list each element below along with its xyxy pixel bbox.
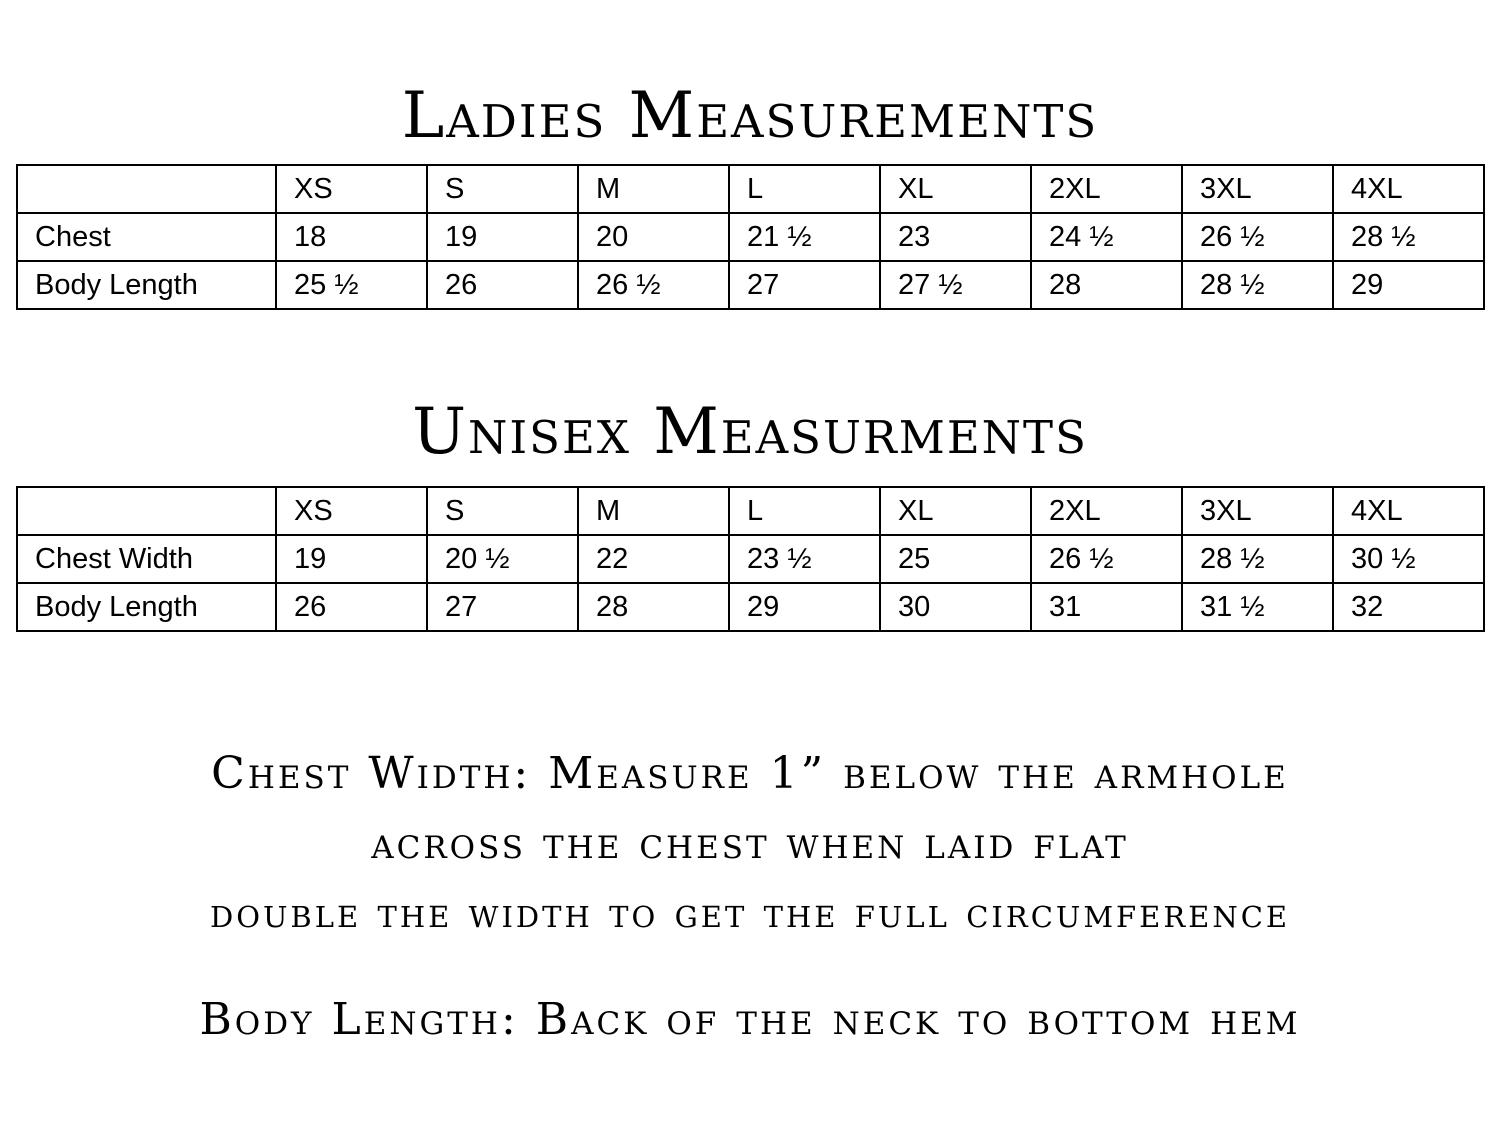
table-cell: 23 ½: [729, 535, 880, 583]
table-cell: 28: [1031, 261, 1182, 309]
row-label: Body Length: [17, 583, 276, 631]
header-cell: XS: [276, 165, 427, 213]
table-cell: 20 ½: [427, 535, 578, 583]
table-cell: 27 ½: [880, 261, 1031, 309]
ladies-measurements-title: Ladies Measurements: [401, 79, 1099, 153]
header-cell: 4XL: [1333, 487, 1484, 535]
table-row: [17, 583, 1484, 631]
header-cell: L: [729, 165, 880, 213]
row-label: Body Length: [17, 261, 276, 309]
table-header-row: [17, 165, 1484, 213]
table-cell: 28: [578, 583, 729, 631]
table-cell: 26 ½: [578, 261, 729, 309]
header-cell: 3XL: [1182, 165, 1333, 213]
table-header-row: [17, 487, 1484, 535]
table-cell: 25: [880, 535, 1031, 583]
table-cell: 28 ½: [1182, 261, 1333, 309]
unisex-size-table: [16, 486, 1485, 632]
table-cell: 19: [276, 535, 427, 583]
table-cell: 31: [1031, 583, 1182, 631]
header-cell: 4XL: [1333, 165, 1484, 213]
table-cell: 30: [880, 583, 1031, 631]
table-cell: 29: [729, 583, 880, 631]
table-cell: 25 ½: [276, 261, 427, 309]
table-cell: 26 ½: [1182, 213, 1333, 261]
table-row: [17, 535, 1484, 583]
header-cell: M: [578, 165, 729, 213]
header-cell: L: [729, 487, 880, 535]
header-cell: 2XL: [1031, 165, 1182, 213]
table-cell: 27: [729, 261, 880, 309]
table-cell: 27: [427, 583, 578, 631]
body-length-note: Body Length: Back of the neck to bottom hem: [199, 994, 1301, 1045]
table-cell: 30 ½: [1333, 535, 1484, 583]
table-cell: 18: [276, 213, 427, 261]
table-cell: 20: [578, 213, 729, 261]
table-cell: 28 ½: [1182, 535, 1333, 583]
table-cell: 26 ½: [1031, 535, 1182, 583]
header-cell: 3XL: [1182, 487, 1333, 535]
table-cell: 24 ½: [1031, 213, 1182, 261]
table-cell: 31 ½: [1182, 583, 1333, 631]
header-cell: XL: [880, 165, 1031, 213]
unisex-measurements-title: Unisex Measurments: [412, 395, 1088, 469]
chest-width-note: Chest Width: Measure 1” below the armhole: [211, 748, 1289, 799]
header-cell: [17, 487, 276, 535]
table-cell: 26: [276, 583, 427, 631]
table-row: [17, 213, 1484, 261]
table-cell: 21 ½: [729, 213, 880, 261]
table-row: [17, 261, 1484, 309]
row-label: Chest Width: [17, 535, 276, 583]
header-cell: S: [427, 165, 578, 213]
header-cell: XS: [276, 487, 427, 535]
header-cell: S: [427, 487, 578, 535]
chest-width-note-continued: across the chest when laid flat: [371, 818, 1129, 869]
table-cell: 26: [427, 261, 578, 309]
table-cell: 28 ½: [1333, 213, 1484, 261]
row-label: Chest: [17, 213, 276, 261]
header-cell: M: [578, 487, 729, 535]
header-cell: 2XL: [1031, 487, 1182, 535]
header-cell: XL: [880, 487, 1031, 535]
header-cell: [17, 165, 276, 213]
table-cell: 32: [1333, 583, 1484, 631]
table-cell: 29: [1333, 261, 1484, 309]
ladies-size-table: [16, 164, 1485, 310]
table-cell: 22: [578, 535, 729, 583]
table-cell: 23: [880, 213, 1031, 261]
circumference-note: double the width to get the full circumference: [209, 888, 1291, 937]
table-cell: 19: [427, 213, 578, 261]
